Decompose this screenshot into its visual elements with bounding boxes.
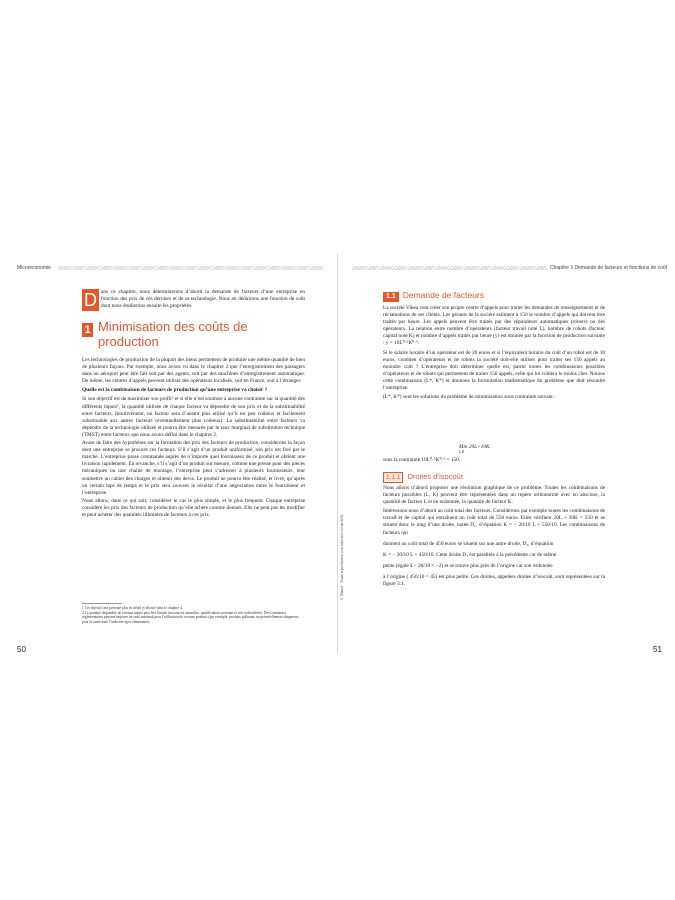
paragraph: Les technologies de production de la plupart des biens permettent de produire une même quantité de bien de plusieurs façons. Par exemple, nous avons vu dans le chapitre 2 que l’enregistrement des passagers dans un aéroport peut être fait soit par des agents, soit par des machines d’enregistrement automatique. De même, les centres d’appels peuvent utiliser des opérateurs localisés, soit en France, soit à l’étranger. xyxy=(82,357,305,385)
page-number-right: 51 xyxy=(653,645,662,654)
paragraph: Nous allons d’abord proposer une résolution graphique de ce problème. Toutes les combinaisons de facteurs possibles (L, K) peuvent être représentées dans un repère orthonormé avec en abscisse, la quantité de facteur L et en ordonnée, la quantité de facteur K. xyxy=(383,485,605,506)
right-body-top xyxy=(383,305,605,401)
section-title: Minimisation des coûts de production xyxy=(98,319,248,349)
gutter xyxy=(337,253,338,653)
left-body xyxy=(82,357,305,519)
paragraph: Avant de faire des hypothèses sur la formation des prix des facteurs de production, considérons la façon dont une entreprise se procure ces facteurs. S’il s’agit d’un produit uniformisé, son prix est fixé par le marché. L’entreprise passe commande auprès de n’importe quel fournisseur de ce produit et obtient une livraison rapidement. En revanche, s’il s’agit d’un produit sur mesure, comme une presse pour des pièces mécaniques ou une chaîne de montage, l’entreprise peut s’adresser à plusieurs fournisseurs, leur soumettre un cahier des charges et obtenir des devis. Le produit ne pourra être réalisé, et livré, qu’après un certain laps de temps et le prix sera souvent le résultat d’une négociation entre le fournisseur et l’entreprise. xyxy=(82,440,305,496)
footnote: 2 La quantité disponible de certains inputs peut être limitée (ressources naturelles, qualifications pointues et très recherchées). Des contraintes réglementaires peuvent imposer un seuil maximal pour l’utilisation de certains produits (par exemple, produits polluants ou potentiellement dangereux pour la santé dans l’industrie agro-alimentaire). xyxy=(82,610,299,624)
running-header-right: Chapitre 3 Demande de facteurs et fonctions de coût xyxy=(550,265,668,271)
subsubsection-title: Droites d’isocoût xyxy=(407,472,463,481)
subsubsection-heading xyxy=(383,472,463,483)
section-number-box xyxy=(82,320,93,334)
right-page xyxy=(338,253,675,653)
formula-text: Min 20L+10K xyxy=(459,444,490,450)
left-page xyxy=(0,253,337,653)
subsection-heading xyxy=(383,290,484,302)
right-body-bottom xyxy=(383,485,605,588)
subsection-title: Demande de facteurs xyxy=(402,290,485,300)
footnote: 1 Cet objectif sera présenté plus en détail et discuté dans le chapitre 4. xyxy=(82,606,183,610)
paragraph: K = − 20/10 L + 450/10. Cette droite D₂ est parallèle à la précédente car de même xyxy=(383,551,557,558)
page-number-left: 50 xyxy=(17,645,26,654)
footnote-rule xyxy=(82,603,122,604)
paragraph: Nous allons, dans ce qui suit, considérer le cas le plus simple, et le plus fréquent. Chaque entreprise considère les prix des facteurs de production qu’elle achète comme donnés. Elle ne peut pas les modifier et peut acheter des quantités illimitées de facteurs à ces prix. xyxy=(82,497,305,518)
copyright-side-note: © Dunod - Toute reproduction non autorisée est un délit. xyxy=(340,513,344,600)
paragraph: pente (égale à − 20/10 = −2) et se trouve plus près de l’origine car son ordonnée xyxy=(383,562,553,569)
running-header-left: Microéconomie xyxy=(17,265,51,271)
constraint-line xyxy=(383,457,605,464)
question-heading: Quelle est la combinaison de facteurs de production qu’une entreprise va choisir ? xyxy=(82,387,268,394)
paragraph: (L*, K*) sont les solutions du problème de minimisation sous contrainte suivant : xyxy=(383,394,556,401)
subsubsection-number: 1.1.1 xyxy=(383,472,403,483)
paragraph: La société Vikea veut créer son propre centre d’appels pour traiter les demandes de renseignements et de réclamations de ses clients. Les gérants de la société estiment à 150 le nombre d’appels qui doivent être traités par heure. Les appels peuvent être traités par des répondeurs automatiques (robots) ou des opérateurs. La relation entre nombre d’opérateurs (facteur travail noté L), nombre de robots (facteur capital noté K) et nombre d’appels traités par heure (y) est donnée par la fonction de production suivante : y = 10L⁰·⁵K⁰·⁵. xyxy=(383,305,605,347)
paragraph: à l’origine ( 450/10 = 45) est plus petite. Ces droites, appelées droites d’isocoût, sont représentées sur la figure 3.1. xyxy=(383,573,605,588)
paragraph: Si son objectif est de maximiser son profit¹ et si elle n’est soumise à aucune contrainte sur la quantité des différents inputs², la quantité utilisée de chaque facteur va dépendre de son prix et de la substituabilité entre facteurs. Intuitivement, un facteur sera d’autant plus utilisé qu’il est peu coûteux et facilement substituable aux autres facteurs (éventuellement plus coûteux). La substituabilité entre facteurs va dépendre de la technologie utilisée et pourra être mesurée par le taux marginal de substitution technique (TMST) entre facteurs que nous avons défini dans le chapitre 2. xyxy=(82,396,305,438)
paragraph: Intéressons-nous d’abord au coût total des facteurs. Considérons par exemple toutes les combinaisons de travail et de capital qui entraînent un coût total de 550 euros. Elles vérifient 20L + 10K = 550 et se situent donc le long d’une droite, notée D₁, d’équation K = − 20/10 L + 550/10. Les combinaisons de facteurs qui xyxy=(383,508,605,536)
drop-cap: D xyxy=(84,290,97,310)
header-hatch-right xyxy=(352,266,547,270)
paragraph: donnent un coût total de 450 euros se situent sur une autre droite, D₂, d’équation xyxy=(383,540,554,547)
paragraph: Si le salaire horaire d’un opérateur est de 20 euros et si l’équivalent horaire du coût d’un robot est de 10 euros, combien d’opérateurs et de robots la société doit-elle utiliser pour traiter ses 150 appels au moindre coût ? L’entreprise doit déterminer quelle est, parmi toutes les combinaisons possibles d’opérateurs et de robots qui permettent de traiter 150 appels, celle qui lui coûtera le moins cher. Notons cette combinaison (L*, K*) et donnons la formulation mathématique du problème que doit résoudre l’entreprise. xyxy=(383,349,605,392)
chapter-intro xyxy=(101,289,305,311)
paragraph: sous la contrainte 10L⁰·⁵K⁰·⁵ = 150. xyxy=(383,457,461,463)
header-hatch-left xyxy=(58,266,323,270)
intro-text: ans ce chapitre, nous déterminerons d’abord la demande de facteurs d’une entreprise en fonction des prix de ces derniers et de sa technologie. Nous en déduirons une fonction de coût dont nous étudierons ensuite les propriétés. xyxy=(101,289,305,310)
subsection-number: 1.1 xyxy=(383,292,399,302)
footnotes xyxy=(82,606,305,624)
formula-subscript: L,K xyxy=(459,450,465,454)
section-number: 1 xyxy=(82,323,93,337)
